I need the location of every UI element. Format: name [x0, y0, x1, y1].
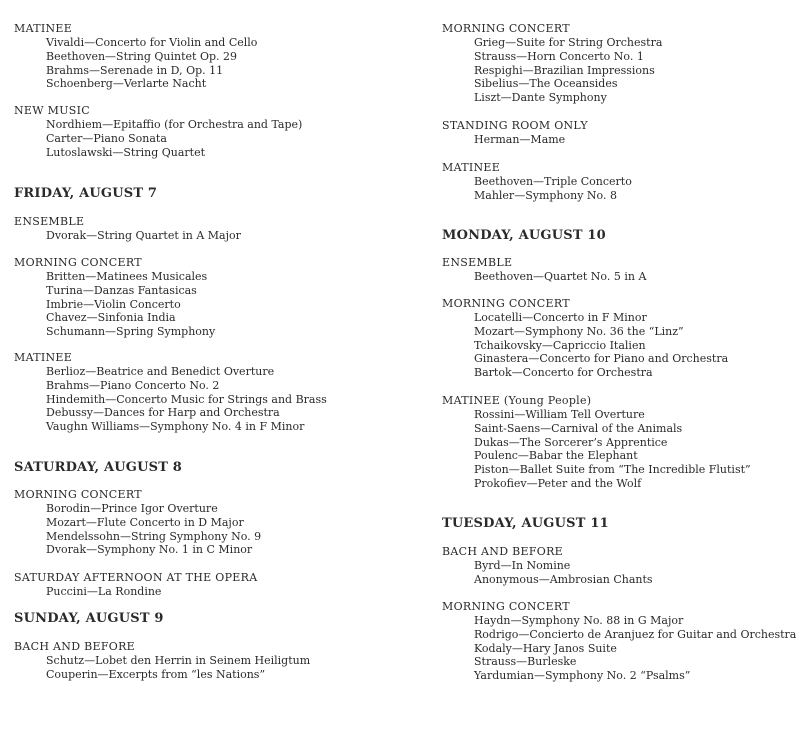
program-item: Imbrie—Violin Concerto — [46, 297, 181, 311]
program-matinee-young-people — [442, 394, 751, 491]
program-matinee — [14, 351, 327, 434]
program-item: Brahms—Serenade in D, Op. 11 — [46, 63, 224, 77]
section-heading: MORNING CONCERT — [14, 256, 142, 269]
section-heading: MATINEE — [442, 161, 501, 174]
program-item: Schumann—Spring Symphony — [46, 325, 216, 339]
program-item: Rossini—William Tell Overture — [474, 408, 645, 421]
program-item: Piston—Ballet Suite from “The Incredible Flutist” — [474, 463, 751, 477]
day-heading-tuesday: TUESDAY, AUGUST 11 — [442, 516, 609, 531]
section-heading: ENSEMBLE — [442, 256, 513, 269]
program-item: Prokofiev—Peter and the Wolf — [474, 476, 642, 490]
program-item: Turina—Danzas Fantasicas — [46, 283, 197, 297]
program-standing-room — [442, 119, 588, 147]
program-item: Anonymous—Ambrosian Chants — [474, 572, 653, 586]
program-item: Lutoslawski—String Quartet — [46, 145, 206, 159]
day-heading-sunday: SUNDAY, AUGUST 9 — [14, 611, 164, 626]
program-morning-concert — [14, 488, 261, 557]
program-item: Mozart—Symphony No. 36 the “Linz” — [474, 324, 684, 338]
program-item: Puccini—La Rondine — [46, 585, 162, 598]
program-item: Schutz—Lobet den Herrin in Seinem Heiligtum — [46, 654, 311, 667]
program-bach-and-before — [14, 640, 310, 682]
program-item: Herman—Mame — [474, 133, 566, 146]
day-heading-saturday: SATURDAY, AUGUST 8 — [14, 460, 183, 475]
program-item: Yardumian—Symphony No. 2 “Psalms” — [474, 669, 691, 683]
program-item: Byrd—In Nomine — [474, 559, 571, 572]
program-item: Poulenc—Babar the Elephant — [474, 449, 638, 463]
section-heading: BACH AND BEFORE — [442, 545, 563, 558]
program-item: Beethoven—String Quintet Op. 29 — [46, 49, 237, 63]
program-item: Respighi—Brazilian Impressions — [474, 63, 655, 77]
program-item: Britten—Matinees Musicales — [46, 270, 208, 283]
program-matinee — [442, 161, 632, 203]
program-item: Hindemith—Concerto Music for Strings and Brass — [46, 392, 327, 406]
program-morning-concert — [14, 256, 215, 339]
section-heading: MORNING CONCERT — [442, 600, 570, 613]
program-new-music — [14, 104, 302, 159]
section-heading: MATINEE — [14, 351, 73, 364]
day-heading-monday: MONDAY, AUGUST 10 — [442, 228, 606, 243]
program-morning-concert — [442, 297, 728, 380]
day-heading-friday: FRIDAY, AUGUST 7 — [14, 186, 158, 201]
section-heading: MORNING CONCERT — [442, 297, 570, 310]
program-opera — [14, 571, 257, 599]
section-heading: MORNING CONCERT — [14, 488, 142, 501]
program-item: Nordhiem—Epitaffio (for Orchestra and Tape) — [46, 118, 303, 131]
section-heading: BACH AND BEFORE — [14, 640, 135, 653]
program-item: Vivaldi—Concerto for Violin and Cello — [46, 36, 258, 49]
program-ensemble — [442, 256, 646, 284]
section-heading: MATINEE — [14, 22, 73, 35]
program-item: Beethoven—Triple Concerto — [474, 175, 632, 188]
program-item: Beethoven—Quartet No. 5 in A — [474, 270, 647, 283]
program-item: Saint-Saens—Carnival of the Animals — [474, 421, 683, 435]
program-morning-concert — [442, 600, 796, 683]
program-item: Rodrigo—Concierto de Aranjuez for Guitar and Orchestra — [474, 627, 797, 641]
section-heading: NEW MUSIC — [14, 104, 90, 117]
program-item: Strauss—Horn Concerto No. 1 — [474, 49, 644, 63]
program-item: Kodaly—Hary Janos Suite — [474, 641, 617, 655]
program-item: Ginastera—Concerto for Piano and Orchestra — [474, 352, 729, 366]
program-item: Sibelius—The Oceansides — [474, 77, 618, 91]
program-item: Chavez—Sinfonia India — [46, 311, 176, 325]
program-ensemble — [14, 215, 241, 243]
section-heading: MATINEE (Young People) — [442, 394, 592, 407]
program-item: Brahms—Piano Concerto No. 2 — [46, 378, 220, 392]
program-item: Couperin—Excerpts from “les Nations” — [46, 667, 266, 681]
program-item: Bartok—Concerto for Orchestra — [474, 366, 653, 380]
program-morning-concert — [442, 22, 662, 105]
program-item: Dvorak—Symphony No. 1 in C Minor — [46, 543, 253, 557]
program-item: Mendelssohn—String Symphony No. 9 — [46, 529, 262, 543]
program-item: Borodin—Prince Igor Overture — [46, 502, 218, 515]
program-item: Grieg—Suite for String Orchestra — [474, 36, 663, 49]
section-heading: STANDING ROOM ONLY — [442, 119, 588, 132]
program-matinee — [14, 22, 257, 91]
program-item: Haydn—Symphony No. 88 in G Major — [474, 614, 684, 627]
program-item: Strauss—Burleske — [474, 655, 577, 669]
program-item: Debussy—Dances for Harp and Orchestra — [46, 406, 280, 420]
program-item: Carter—Piano Sonata — [46, 131, 167, 145]
program-item: Mahler—Symphony No. 8 — [474, 188, 617, 202]
program-item: Mozart—Flute Concerto in D Major — [46, 515, 244, 529]
section-heading: SATURDAY AFTERNOON AT THE OPERA — [14, 571, 258, 584]
section-heading: ENSEMBLE — [14, 215, 85, 228]
program-item: Locatelli—Concerto in F Minor — [474, 311, 647, 324]
program-item: Schoenberg—Verlarte Nacht — [46, 77, 207, 91]
section-heading: MORNING CONCERT — [442, 22, 570, 35]
program-item: Vaughn Williams—Symphony No. 4 in F Minor — [46, 420, 305, 434]
program-bach-and-before — [442, 545, 653, 587]
program-item: Tchaikovsky—Capriccio Italien — [474, 338, 646, 352]
program-item: Liszt—Dante Symphony — [474, 91, 607, 105]
program-item: Berlioz—Beatrice and Benedict Overture — [46, 365, 275, 378]
program-item: Dvorak—String Quartet in A Major — [46, 229, 241, 242]
program-item: Dukas—The Sorcerer’s Apprentice — [474, 435, 668, 449]
